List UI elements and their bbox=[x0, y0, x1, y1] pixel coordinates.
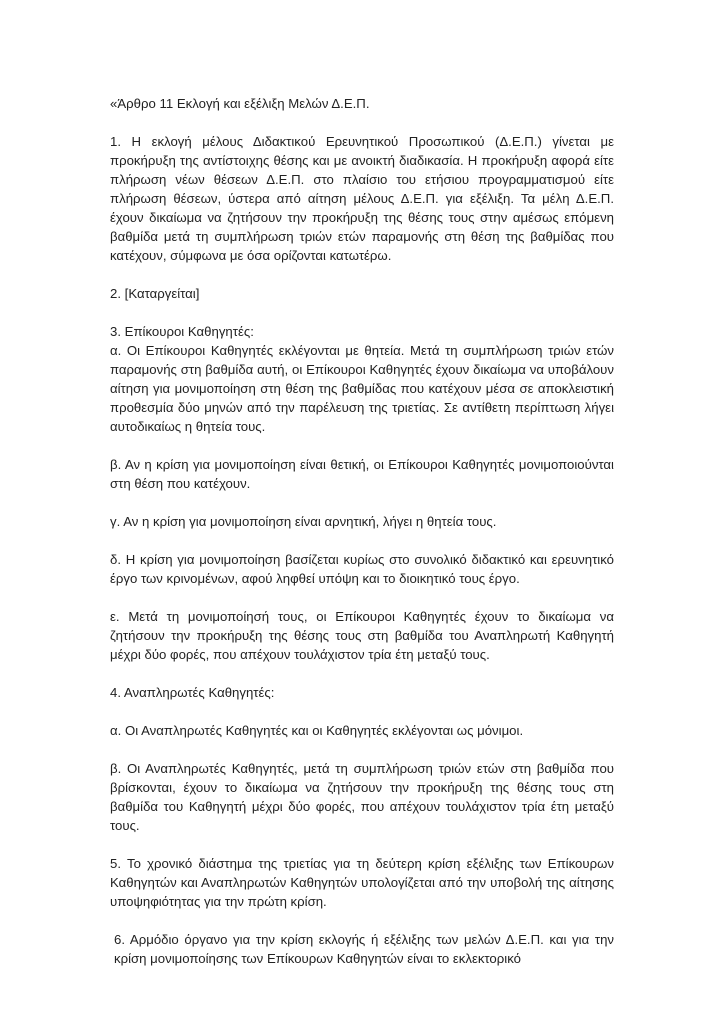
paragraph-4a: α. Οι Αναπληρωτές Καθηγητές και οι Καθηγητές εκλέγονται ως μόνιμοι. bbox=[110, 723, 524, 738]
spacer bbox=[110, 664, 614, 683]
spacer bbox=[110, 493, 614, 512]
paragraph-3-heading: 3. Επίκουροι Καθηγητές: bbox=[110, 324, 254, 339]
spacer bbox=[110, 531, 614, 550]
spacer bbox=[110, 113, 614, 132]
paragraph-4b: β. Οι Αναπληρωτές Καθηγητές, μετά τη συμπλήρωση τριών ετών στη βαθμίδα που βρίσκονται, έχουν το δικαίωμα να ζητήσουν την προκήρυξη της θέσης τους στη βαθμίδα του Καθηγητή μέχρι δύο φορές, που απέχουν τουλάχιστον τρία έτη μεταξύ τους. bbox=[110, 761, 614, 833]
paragraph-6: 6. Αρμόδιο όργανο για την κρίση εκλογής ή εξέλιξης των μελών Δ.Ε.Π. και για την κρίση μονιμοποίησης των Επίκουρων Καθηγητών είναι το εκλεκτορικό bbox=[114, 932, 614, 966]
paragraph-3e: ε. Μετά τη μονιμοποίησή τους, οι Επίκουροι Καθηγητές έχουν το δικαίωμα να ζητήσουν την προκήρυξη της θέσης τους στη βαθμίδα του Αναπληρωτή Καθηγητή μέχρι δύο φορές, που απέχουν τουλάχιστον τρία έτη μεταξύ τους. bbox=[110, 609, 614, 662]
spacer bbox=[110, 911, 614, 930]
spacer bbox=[110, 702, 614, 721]
paragraph-3a: α. Οι Επίκουροι Καθηγητές εκλέγονται με θητεία. Μετά τη συμπλήρωση τριών ετών παραμονής στη βαθμίδα αυτή, οι Επίκουροι Καθηγητές έχουν δικαίωμα να υποβάλουν αίτηση για μονιμοποίηση στη θέση της βαθμίδας που κατέχουν μέσα σε αποκλειστική προθεσμία δύο μηνών από την παρέλευση της τριετίας. Σε αντίθετη περίπτωση λήγει αυτοδικαίως η θητεία τους. bbox=[110, 343, 614, 434]
spacer bbox=[110, 835, 614, 854]
document-page bbox=[110, 94, 614, 968]
spacer bbox=[110, 265, 614, 284]
spacer bbox=[110, 588, 614, 607]
paragraph-3b: β. Αν η κρίση για μονιμοποίηση είναι θετική, οι Επίκουροι Καθηγητές μονιμοποιούνται στη θέση που κατέχουν. bbox=[110, 457, 614, 491]
paragraph-3c: γ. Αν η κρίση για μονιμοποίηση είναι αρνητική, λήγει η θητεία τους. bbox=[110, 514, 497, 529]
paragraph-3d: δ. Η κρίση για μονιμοποίηση βασίζεται κυρίως στο συνολικό διδακτικό και ερευνητικό έργο των κρινομένων, αφού ληφθεί υπόψη και το διοικητικό τους έργο. bbox=[110, 552, 614, 586]
spacer bbox=[110, 436, 614, 455]
article-title: «Άρθρο 11 Εκλογή και εξέλιξη Μελών Δ.Ε.Π. bbox=[110, 96, 370, 111]
spacer bbox=[110, 303, 614, 322]
paragraph-4-heading: 4. Αναπληρωτές Καθηγητές: bbox=[110, 685, 275, 700]
paragraph-5: 5. Το χρονικό διάστημα της τριετίας για τη δεύτερη κρίση εξέλιξης των Επίκουρων Καθηγητών και Αναπληρωτών Καθηγητών υπολογίζεται από την υποβολή της αίτησης υποψηφιότητας για την πρώτη κρίση. bbox=[110, 856, 614, 909]
paragraph-2: 2. [Καταργείται] bbox=[110, 286, 200, 301]
spacer bbox=[110, 740, 614, 759]
paragraph-1: 1. Η εκλογή μέλους Διδακτικού Ερευνητικού Προσωπικού (Δ.Ε.Π.) γίνεται με προκήρυξη της αντίστοιχης θέσης και με ανοικτή διαδικασία. Η προκήρυξη αφορά είτε πλήρωση νέων θέσεων Δ.Ε.Π. στο πλαίσιο του ετήσιου προγραμματισμού είτε πλήρωση θέσεων, ύστερα από αίτηση μέλους Δ.Ε.Π. για εξέλιξη. Τα μέλη Δ.Ε.Π. έχουν δικαίωμα να ζητήσουν την προκήρυξη της θέσης τους στην αμέσως επόμενη βαθμίδα μετά τη συμπλήρωση τριών ετών παραμονής στη θέση της βαθμίδας που κατέχουν, σύμφωνα με όσα ορίζονται κατωτέρω. bbox=[110, 134, 614, 263]
